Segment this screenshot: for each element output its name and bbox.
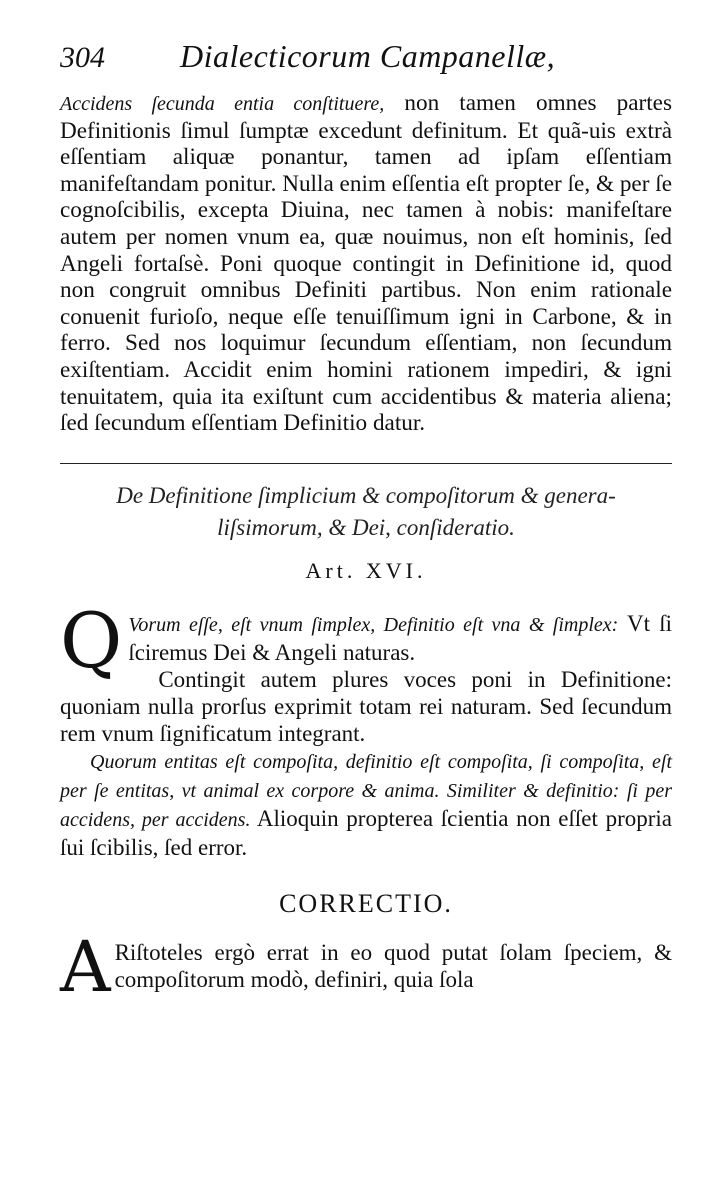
paragraph-q-body	[60, 610, 672, 666]
section-heading	[60, 480, 672, 544]
paragraph-q-italic: Vorum eſſe, eſt vnum ſimplex, Definitio eſt vna & ſimplex:	[128, 613, 619, 636]
top-paragraph-text: non tamen omnes partes Definitionis ſimul ſumptæ excedunt definitum. Et quã-uis extrà eſſentiam aliquæ ponantur, tamen ad ipſam eſſentiam manifeſtandam ponitur. Nulla enim eſſentia eſt propter ſe, & per ſe cognoſcibilis, excepta Diuina, nec tamen à nobis: manifeſtare autem per nomen vnum ea, quæ nouimus, non eſt hominis, ſed Angeli fortaſsè. Poni quoque contingit in Definitione id, quod non congruit omnibus Definiti partibus. Non enim rationale conuenit furioſo, neque eſſe tenuiſſimum igni in Carbone, & in ferro. Sed nos loquimur ſecundum eſſentiam, non ſecundum exiſtentiam. Accidit enim homini rationem impediri, & igni tenuitatem, quia ita exiſtunt cum accidentibus & materia aliena; ſed ſecundum eſſentiam Definitio datur.	[60, 90, 672, 437]
correctio-heading: CORRECTIO.	[279, 888, 453, 918]
paragraph-quorum-entitas	[60, 747, 672, 861]
page-number: 304	[60, 41, 105, 74]
running-head	[60, 38, 672, 90]
paragraph-quorum-italic: Quorum entitas eſt compoſita, definitio eſt compoſita, ſi compoſita, eſt per ſe entitas, vt animal ex corpore & anima. Similiter & definitio: ſi per accidens, per accidens.	[60, 750, 672, 831]
paragraph-q-text: Vt ſi ſciremus Dei & Angeli naturas.	[128, 610, 672, 665]
section-heading-line-1: De Definitione ſimplicium & compoſitorum & genera-	[116, 482, 616, 508]
section-divider	[60, 463, 672, 464]
drop-cap-q: Q	[60, 595, 123, 685]
top-paragraph	[60, 90, 672, 437]
paragraph-contingit: Contingit autem plures voces poni in Definitione: quoniam nulla prorſus exprimit totam rei naturam. Sed ſecundum rem vnum ſignificatum integrant.	[60, 666, 672, 746]
paragraph-quorum-esse	[60, 595, 672, 861]
paragraph-correctio-text: Riſtoteles ergò errat in eo quod putat ſolam ſpeciem, & compoſitorum modò, definiri, quia ſola	[114, 939, 672, 992]
paragraph-quorum-text: Alioquin propterea ſcientia non eſſet propria ſui ſcibilis, ſed error.	[60, 805, 672, 860]
top-paragraph-lead: Accidens ſecunda entia conſtituere,	[60, 93, 385, 115]
paragraph-correctio	[60, 925, 672, 1008]
drop-cap-a: A	[60, 925, 111, 1008]
running-title: Dialecticorum Campanellæ,	[180, 38, 556, 74]
section-heading-line-2: liſsimorum, & Dei, conſideratio.	[217, 514, 515, 540]
article-label: Art. XVI.	[305, 557, 427, 583]
